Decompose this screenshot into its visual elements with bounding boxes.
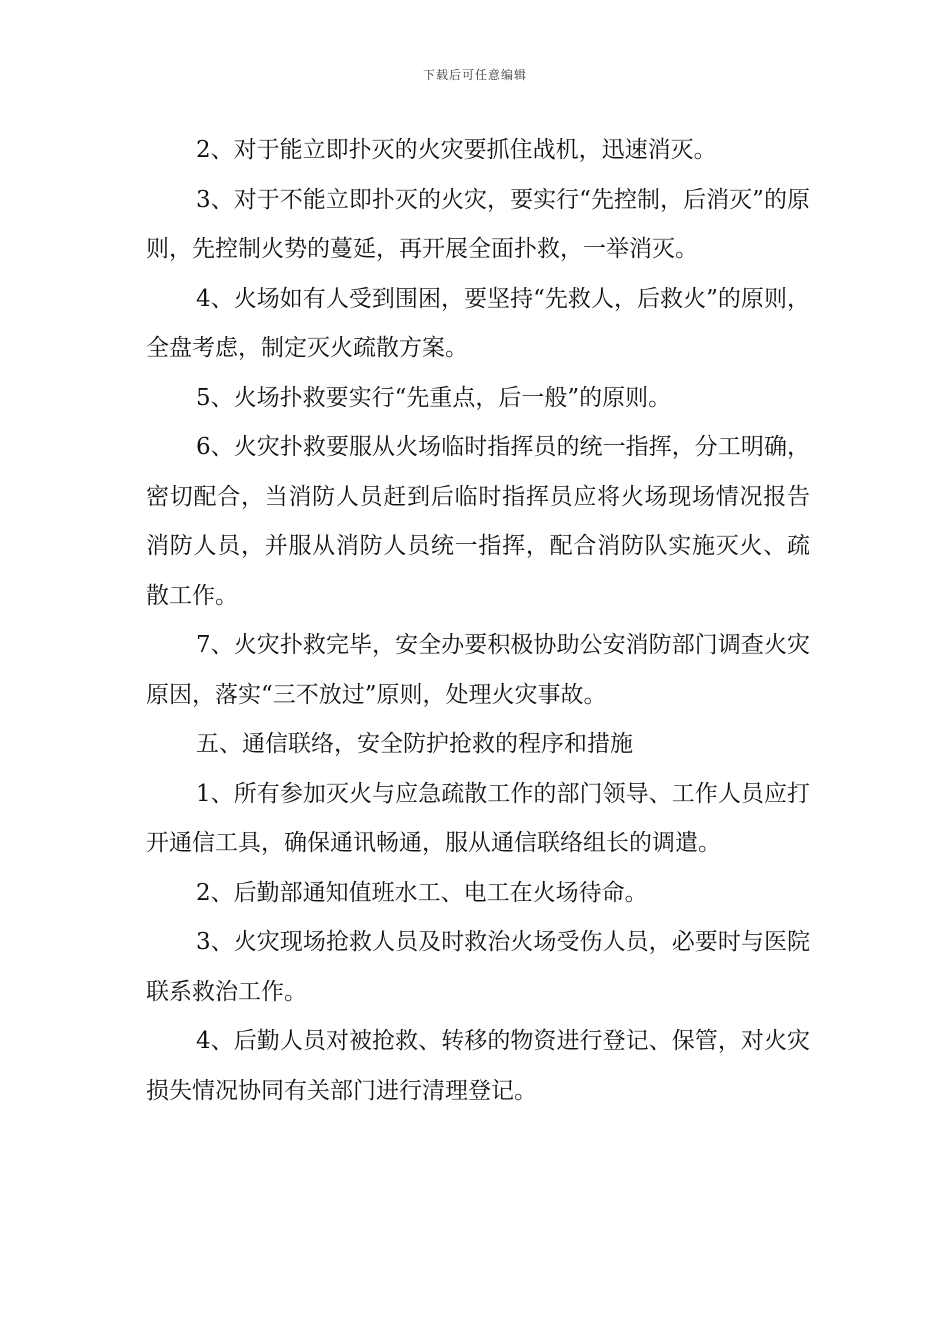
paragraph-5-priority-first: 5、火场扑救要实行“先重点，后一般”的原则。 bbox=[196, 384, 672, 411]
paragraph-4-rescue-people-first: 4、火场如有人受到围困，要坚持“先救人，后救火”的原则，全盘考虑，制定灭火疏散方案。 bbox=[146, 285, 810, 361]
paragraph-1-communication-tools: 1、所有参加灭火与应急疏散工作的部门领导、工作人员应打开通信工具，确保通讯畅通，服从通信联络组长的调遣。 bbox=[146, 780, 810, 856]
section-heading-communication: 五、通信联络，安全防护抢救的程序和措施 bbox=[196, 731, 633, 757]
header-note: 下载后可任意编辑 bbox=[422, 68, 527, 82]
paragraph-2-extinguish-immediately: 2、对于能立即扑灭的火灾要抓住战机，迅速消灭。 bbox=[196, 137, 717, 163]
paragraph-3-control-first: 3、对于不能立即扑灭的火灾，要实行“先控制，后消灭”的原则，先控制火势的蔓延，再开展全面扑救，一举消灭。 bbox=[146, 186, 810, 262]
paragraph-6-unified-command: 6、火灾扑救要服从火场临时指挥员的统一指挥，分工明确，密切配合，当消防人员赶到后临时指挥员应将火场现场情况报告消防人员，并服从消防人员统一指挥，配合消防队实施灭火、疏散工作。 bbox=[146, 434, 810, 609]
paragraph-7-investigation: 7、火灾扑救完毕，安全办要积极协助公安消防部门调查火灾原因，落实“三不放过”原则，处理火灾事故。 bbox=[146, 632, 810, 708]
paragraph-4-property-registration: 4、后勤人员对被抢救、转移的物资进行登记、保管，对火灾损失情况协同有关部门进行清理登记。 bbox=[146, 1028, 810, 1104]
paragraph-2-logistics-standby: 2、后勤部通知值班水工、电工在火场待命。 bbox=[196, 879, 648, 906]
document-body bbox=[146, 126, 810, 1116]
paragraph-3-treat-injured: 3、火灾现场抢救人员及时救治火场受伤人员，必要时与医院联系救治工作。 bbox=[146, 929, 810, 1005]
